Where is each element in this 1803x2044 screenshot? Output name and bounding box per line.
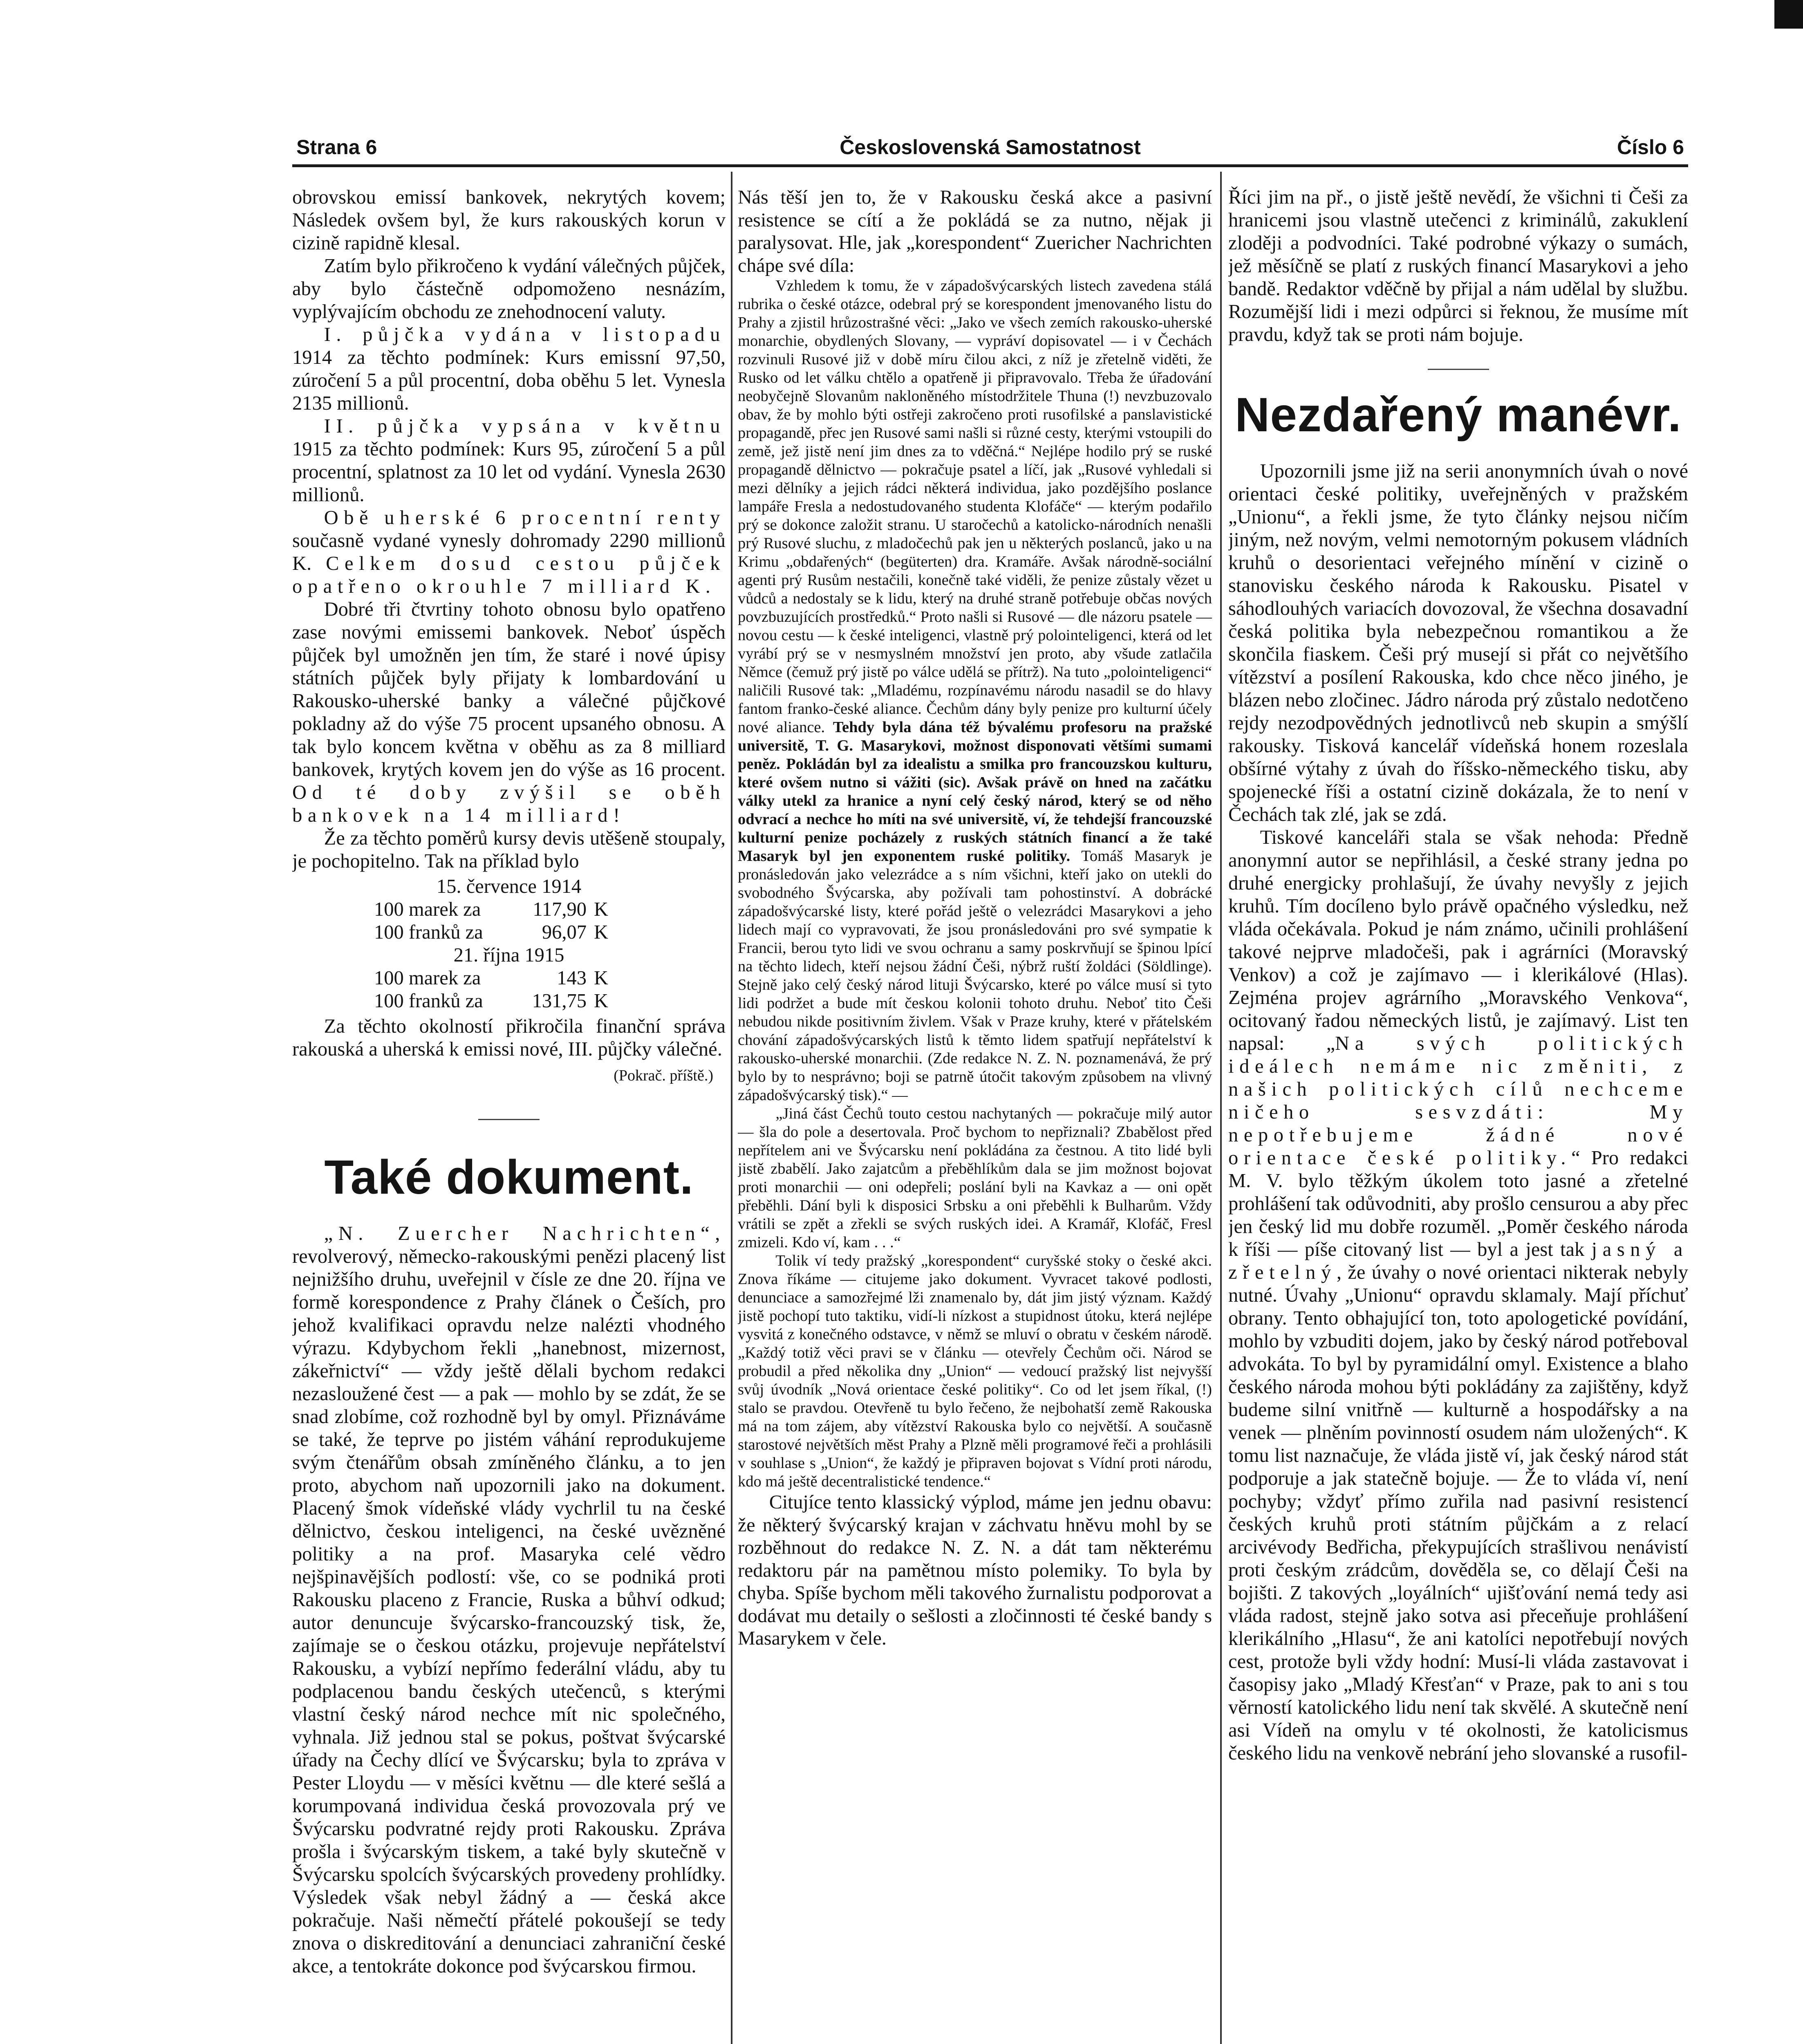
text-run: , že úvahy o nové orientaci nikterak nebyly nutné. Úvahy „Unionu“ opravdu sklamaly. Mají příchuť obrany. Tento obhajující ton, toto apologetické povídání, mohlo by vzbuditi dojem, jako by český národ potřeboval advokáta. To byl by pyramidální omyl. Existence a blaho českého národa mohou býti pokládány za zajištěny, když budeme silní vnitřně — kulturně a hospodářsky a na venek — plněním povinností osudem nám uložených“. K tomu list naznačuje, že vláda jistě ví, jak český národ stát podporuje a jak statečně bojuje. — Že to vláda ví, není pochyby; vždyť přímo zuřila nad pasivní resistencí českých kruhů proti státním půjčkám a z relací arcivévody Bedřicha, překypujících strašlivou nenávistí proti českým zrádcům, dověděla se, co dělají Češi na bojišti. Z takových „loyálních“ ujišťování nemá tedy asi vláda radost, stejně jako sotva asi přeceňuje prohlášení klerikálního „Hlasu“, že ani katolíci nepotřebují nových cest, protože byli vždy hodní: Musí-li vláda zastavovat i časopisy jako „Mladý Křesťan“ v Praze, pak to ani s tou věrností katolického lidu není tak skvělé. A skutečně není asi Vídeň na omylu v té okolnosti, že katolicismus českého lidu na venkově nebrání jeho slovanské a rusofil- — [1228, 1262, 1688, 1764]
rate-value: 131,75 — [532, 990, 587, 1012]
paragraph — [292, 415, 726, 507]
text-run: 1914 za těchto podmínek: Kurs emissní 97,50, zúročení 5 a půl procentní, doba oběhu 5 let. Vynesla 2135 millionů. — [292, 347, 726, 414]
newspaper-title: Československá Samostatnost — [840, 136, 1141, 159]
quoted-block — [738, 277, 1212, 1491]
column-1 — [292, 186, 726, 2044]
paragraph: Citujíce tento klassický výplod, máme jen jednu obavu: že některý švýcarský krajan v záchvatu hněvu mohl by se rozběhnout do redakce N. Z. N. a dát tam některému redaktoru pár na pamětnou místo polemiky. To byla by chyba. Spíše bychom měli takového žurnalistu podporovat a dodávat mu detaily o sešlosti a zločinnosti té české bandy s Masarykem v čele. — [738, 1491, 1212, 1649]
column-divider-1 — [731, 172, 732, 2044]
column-3 — [1228, 186, 1688, 2044]
table-row — [292, 921, 726, 944]
rate-label: 100 franků za — [374, 990, 483, 1012]
rate-currency: K — [594, 921, 609, 943]
page-header — [292, 133, 1688, 161]
spaced-text: II. půjčka vypsána v květnu — [324, 415, 726, 437]
spaced-text: „N. Zuercher Nachrichten“, — [324, 1223, 726, 1244]
paragraph — [738, 277, 1212, 1105]
paragraph: „Jiná část Čechů touto cestou nachytaných — pokračuje milý autor — šla do pole a desertovala. Proč bychom to nepřiznali? Zbabělost před nepřítelem ani ve Švýcarsku není pokládána za čestnou. A tito lidé byli jistě zbabělí. Jako zajatcům a přeběhlíkům dala se jim možnost bojovat proti monarchii — oni odepřeli; poslání byli na Kavkaz a — oni opět přeběhli. Dání byli k disposici Srbsku a oni přeběhli k Bulharům. Vždy vrátili se zpět a zřekli se svých ruských idei. A Kramář, Klofáč, Fresl zmizeli. Kdo ví, kam . . .“ — [738, 1105, 1212, 1251]
table-row — [292, 967, 726, 990]
spaced-text: Obě uherské 6 procentní renty — [324, 507, 726, 529]
rate-currency: K — [594, 990, 609, 1012]
column-2 — [738, 186, 1212, 2044]
rate-value: 96,07 — [542, 921, 587, 943]
table-row — [292, 898, 726, 921]
rate-label: 100 franků za — [374, 921, 483, 943]
paragraph — [292, 507, 726, 598]
table-row — [292, 990, 726, 1013]
rate-label: 100 marek za — [374, 899, 481, 920]
paragraph: Že za těchto poměrů kursy devis utěšeně stoupaly, je pochopitelno. Tak na příklad bylo — [292, 827, 726, 872]
paragraph: Nás těší jen to, že v Rakousku česká akce a pasivní resistence se cítí a že pokládá se za nutno, nějak ji paralysovat. Hle, jak „korespondent“ Zuericher Nachrichten chápe své díla: — [738, 186, 1212, 276]
spaced-text: Na svých politických ideálech nemáme nic změniti, z našich politických cílů nechceme ničeho sesvzdáti: My nepotřebujeme žádné nové orientace české politiky. — [1228, 1033, 1688, 1169]
section-separator — [478, 1119, 540, 1120]
scan-corner-mark — [1774, 0, 1803, 29]
exchange-rate-table — [292, 875, 726, 1013]
paragraph: obrovskou emissí bankovek, nekrytých kovem; Následek ovšem byl, že kurs rakouských korun v cizině rapidně klesal. — [292, 186, 726, 254]
spaced-text: I. půjčka vydána v listopadu — [324, 324, 726, 345]
continuation-note: (Pokrač. příště.) — [614, 1067, 713, 1084]
table-date: 15. července 1914 — [436, 876, 582, 897]
section-separator — [1428, 369, 1489, 370]
text-run: Tiskové kanceláři stala se však nehoda: Předně anonymní autor se nepřihlásil, a české strany jedna po druhé energicky prohlašují, že úvahy nevyšly z jejich kruhů. Tím docíleno bylo právě opačného výsledku, než vláda očekávala. Pokud je nám známo, učinili prohlášení takové nejprve mladočeši, pak i agrárníci (Moravský Venkov) a což je zajímavo — i klerikálové (Hlas). Zejména projev agrárního „Moravského Venkova“, ocitovaný řadou německých listů, je zajímavý. List ten napsal: „ — [1228, 827, 1688, 1054]
bold-text: Tehdy byla dána též bývalému profesoru na pražské universitě, T. G. Masarykovi, možnost disponovati většími sumami peněz. Pokládán byl za idealistu a smilka pro francouzskou kulturu, které ovšem nutno si vážiti (sic). Avšak právě on hned na začátku války utekl za hranice a nyní celý český národ, který se od něho odvrací a nechce ho míti na své universitě, ví, že tehdejší francouzské kulturní penize pocházely z ruských státních financí a že také Masaryk byl jen exponentem ruské politiky. — [738, 719, 1212, 865]
article-title: Nezdařený manévr. — [1235, 388, 1682, 442]
paragraph: Říci jim na př., o jistě ještě nevědí, že všichni ti Češi za hranicemi jsou vlastně utečenci z kriminálů, zakuklení zloději a podvodníci. Také podrobné výkazy o sumách, jež měsíčně se platí z ruských financí Masarykovi a jeho bandě. Redaktor vděčně by přijal a nám udělal by službu. Rozumější lidi i mezi odpůrci si řeknou, že musíme mít pravdu, když tak se proti nám bojuje. — [1228, 186, 1688, 345]
paragraph: Upozornili jsme již na serii anonymních úvah o nové orientaci české politiky, uveřejněných v pražském „Unionu“, a řekli jsme, že tyto články nejsou ničím jiným, než novým, velmi nemotorným pokusem vládních kruhů o desorientaci veřejného mínění v cizině o stanovisku českého národa k Rakousku. Pisatel v sáhodlouhých variacích dovozoval, že všechna dosavadní česká politika byla nebezpečnou romantikou a že skončila fiaskem. Češi prý musejí si přát co největšího vítězství a posílení Rakouska, kdo chce něco jiného, je blázen nebo zločinec. Jádro národa prý zůstalo nedotčeno rejdy nezodpovědných jednotlivců neb skupin a smýšlí rakousky. Tisková kancelář vídeňská honem rozeslala obšírné výtahy z úvah do říšsko-německého tisku, aby spojenecké říši a ostatní cizině dokázala, že to není v Čechách tak zlé, jak se zdá. — [1228, 460, 1688, 825]
table-date: 21. října 1915 — [453, 944, 564, 966]
spaced-text: Celkem dosud cestou půjček opatřeno okrouhle 7 milliard K. — [292, 553, 726, 597]
text-run: revolverový, německo-rakouskými penězi placený list nejnižšího druhu, uveřejnil v čísle ze dne 20. října ve formě korespondence z Prahy článek o Češích, pro jehož kvalifikaci opravdu nelze nalézti vhodného výrazu. Kdybychom řekli „hanebnost, mizernost, zákeřnictví“ — vždy ještě dělali bychom redakci nezasloužené čest — a pak — mohlo by se zdát, že se snad zlobíme, což rozhodně byl by omyl. Přiznáváme se také, že teprve po jistém váhání reprodukujeme svým čtenářům obsah zmíněného článku, a to jen proto, abychom naň upozornili jako na dokument. Placený šmok vídeňské vlády vychrlil tu na české dělnictvo, českou inteligenci, na české uvězněné politiky a na prof. Masaryka celé vědro nejšpinavějších podlostí: vše, co se podniká proti Rakousku placeno z Francie, Ruska a bůhví odkud; autor denuncuje švýcarsko-francouzský tisk, že, zajímaje se o českou otázku, projevuje nepřátelství Rakousku, a vybízí nepřímo federální vládu, aby tu podplacenou bandu českých utečenců, s kterými vlastní český národ nechce mít nic společného, vyhnala. Již jednou stal se pokus, poštvat švýcarské úřady na Čechy dlící ve Švýcarsku; byla to zpráva v Pester Lloydu — v měsíci květnu — dle které sešlá a korumpovaná individua česká provozovala prý ve Švýcarsku podvratné rejdy proti Rakousku. Zpráva prošla i švýcarským tiskem, a také byly skutečně v Švýcarsku spolcích švýcarských provedeny prohlídky. Výsledek však nebyl žádný a — česká akce pokračuje. Naši němečtí přátelé pokoušejí se tedy znova o diskreditování a denunciaci zahraniční české akce, a tentokráte dokonce pod švýcarskou firmou. — [292, 1246, 726, 1977]
rate-value: 117,90 — [533, 899, 587, 920]
paragraph — [1228, 826, 1688, 1765]
text-run: Dobré tři čtvrtiny tohoto obnosu bylo opatřeno zase novými emissemi bankovek. Neboť úspěch půjček byl umožněn jen tím, že staré i nové úpisy státních půjček byly přijaty k lombardování u Rakousko-uherské banky a válečné půjčkové pokladny až do výše 75 procent upsaného obnosu. A tak bylo koncem května v oběhu as za 8 milliard bankovek, krytých kovem jen do výše as 16 procent. — [292, 598, 726, 780]
text-run: 1915 za těchto podmínek: Kurs 95, zúročení 5 a půl procentní, splatnost za 10 let od vydání. Vynesla 2630 millionů. — [292, 438, 726, 506]
paragraph — [292, 323, 726, 415]
paragraph: Tolik ví tedy pražský „korespondent“ curyšské stoky o české akci. Znova říkáme — citujeme jako dokument. Vyvracet takové podlosti, denunciace a samozřejmé lži znamenalo by, dát jim jistý význam. Každý jistě pochopí tuto taktiku, vidí-li nízkost a stupidnost útoku, která nejlépe vysvitá z konečného odstavce, v němž se mluví o obratu v českém národě. „Každý totiž věci pravi se v článku — otevřely Čechům oči. Národ se probudil a před několika dny „Union“ — vedoucí pražský list nejvyšší svůj úvodník „Nová orientace české politiky“. Co od let jsem říkal, (!) stalo se pravdou. Otevřeně tu bylo řečeno, že nejbohatší země Rakouska má na tom zájem, aby vítězství Rakouska bylo co největší. A současně starostové největších měst Prahy a Plzně měli programové řeči a prohlásili v souhlase s „Union“, že každý je připraven bojovat s Vídní proti národu, kdo má ještě decentralistické tendence.“ — [738, 1252, 1212, 1490]
paragraph — [292, 598, 726, 827]
spaced-text: jasný a zřetelný — [1228, 1239, 1688, 1283]
rate-value: 143 — [557, 967, 587, 989]
article-title: Také dokument. — [324, 1150, 694, 1204]
spaced-text: Od té doby zvýšil se oběh bankovek na 14 milliard! — [292, 782, 726, 826]
paragraph: Za těchto okolností přikročila finanční správa rakouská a uherská k emissi nové, III. půjčky válečné. — [292, 1015, 726, 1060]
rate-currency: K — [594, 967, 609, 989]
paragraph — [292, 1222, 726, 1978]
text-run: současně vydané vynesly dohromady 2290 millionů K. — [292, 530, 726, 574]
column-divider-2 — [1220, 172, 1222, 2044]
issue-number-label: Číslo 6 — [1617, 136, 1684, 159]
text-run: Tomáš Masaryk je pronásledován jako velezrádce a s ním všichni, kteří jako on utekli do svobodného Švýcarska, aby požívali tam pohostinství. A dobrácké západošvýcarské listy, které pořád ještě o velezrádci Masarykovi a jeho lidech mají co vypravovati, že jsou pronásledováni pro své sympatie k Francii, berou tyto lidi ve svou ochranu a samy poskrvňují se špinou lpící na těchto lidech, kteří nejsou žádní Češi, nýbrž ruští žoldáci (Söldlinge). Stejně jako celý český národ lituji Švýcarsko, které po válce musí si tyto lidi podržet a bude mít českou kolonii tohoto druhu. Neboť tito Češi nebudou nikde positivním živlem. Však v Praze kruhy, které v přátelském chování západošvýcarských listů k těmto lidem spatřují nepřátelství k rakousko-uherské monarchii. (Zde redakce N. Z. N. poznamenává, že prý bylo by to nesprávno; boji se patrně útočit takovým způsobem na vlivný západošvýcarský tisk).“ — — [738, 847, 1212, 1104]
header-rule — [292, 164, 1688, 167]
rate-currency: K — [594, 899, 609, 920]
rate-label: 100 marek za — [374, 967, 481, 989]
text-run: Vzhledem k tomu, že v západošvýcarských listech zavedena stálá rubrika o české otázce, odebral prý se korespondent jmenovaného listu do Prahy a zjistil hrůzostrašné věci: „Jako ve všech zemích rakousko-uherské monarchie, obydlených Slovany, — vypráví dopisovatel — i v Čechách rozvinuli Rusové již v době míru čilou akci, z níž je zřetelně viděti, že Rusko od let válku chtělo a opatřeně ji připravovalo. Třeba že úřadování neobyčejně Slovanům nakloněného místodržitele Thuna (!) nevzbuzovalo obav, že by mohlo býti ostřeji zakročeno proti rusofilské a panslavistické propagandě, přec jen Rusové sami našli si různé cesty, kterými vstoupili do země, jež jistě není jim dnes za to vděčná.“ Nejlépe hodilo prý se ruské propagandě dělnictvo — pokračuje psatel a líčí, jak „Rusové vyhledali si mezi dělníky a jejich rádci některá individua, jako pozdějšího poslance lampáře Fresla a nedostudovaného studenta Klofáče“ — kterým podařilo prý se dokonce založit stranu. U staročechů a katolicko-národních nenašli prý Rusové sluchu, z mladočechů pak jen u některých poslanců, jako u na Krimu „obdařených“ (begüterten) dra. Kramáře. Avšak národně-sociální agenti prý Rusům nestačili, konečně také viděli, že penize zůstaly vězet u vůdců a nedostaly se k lidu, který na druhé straně potřebuje občas nových povzbuzujících prostředků.“ Proto našli si Rusové — dle názoru psatele — novou cestu — k české inteligenci, vlastně prý polointeligenci, která od let vyrábí prý se v nesmyslném množství jen proto, aby všude zatlačila Němce (čemuž prý jistě po válce udělá se přítrž). Na tuto „polointeligenci“ naličili Rusové tak: „Mladému, rozpínavému národu nasadil se do hlavy fantom franko-české aliance. Čechům dány byly penize pro kulturní účely nové aliance. — [738, 277, 1212, 736]
paragraph: Zatím bylo přikročeno k vydání válečných půjček, aby bylo částečně odpomoženo nesnázím, vyplývajícím obchodu ze znehodnocení valuty. — [292, 255, 726, 323]
page-number-label: Strana 6 — [296, 136, 377, 159]
text-run: “ Pro redakci M. V. bylo těžkým úkolem toto jasné a zřetelné prohlášení tak odůvodniti, aby prošlo censurou a aby přec jen český lid mu dobře rozuměl. „Poměr českého národa k říši — píše citovaný list — byl a jest tak — [1228, 1147, 1688, 1260]
